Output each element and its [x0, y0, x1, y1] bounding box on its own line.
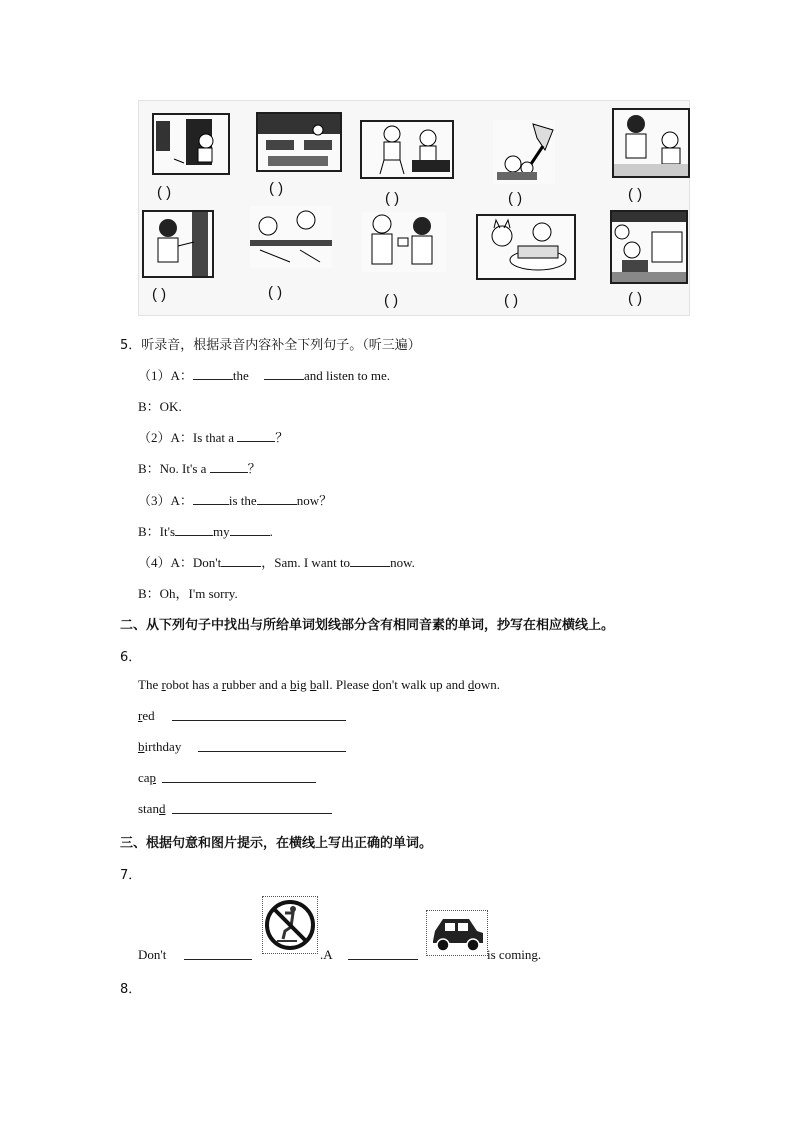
q5-l1-prefix: （1）A：: [138, 368, 193, 383]
two-kids-picture: [360, 120, 454, 179]
blank[interactable]: [193, 492, 229, 505]
q6-word-cap: [138, 770, 156, 786]
q6-sentence: [138, 677, 500, 693]
text: obot has a: [165, 677, 222, 692]
blank[interactable]: [350, 554, 390, 567]
text: ubber and a: [226, 677, 291, 692]
answer-paren-8[interactable]: ( ): [384, 292, 399, 309]
text: on't walk up and: [378, 677, 468, 692]
blank[interactable]: [210, 460, 248, 473]
question-6-number: 6．: [120, 650, 142, 665]
underlined-letter: d: [372, 677, 379, 692]
answer-line-stand[interactable]: [172, 801, 332, 814]
q5-l7-prefix: （4）A：Don't: [138, 555, 222, 570]
answer-paren-3[interactable]: ( ): [385, 190, 400, 207]
underlined-letter: b: [138, 739, 145, 754]
underlined-letter: r: [161, 677, 166, 692]
q7-is-coming: is coming.: [487, 947, 542, 962]
q5-l6-mid: my: [213, 524, 230, 539]
answer-line-cap[interactable]: [162, 770, 316, 783]
question-7-number: 7．: [120, 868, 142, 883]
section-2-title: 二、从下列句子中找出与所给单词划线部分含有相同音素的单词，抄写在相应横线上。: [120, 618, 615, 633]
boy-at-door-picture: [152, 113, 230, 175]
dont-sign-picture: [610, 210, 688, 284]
underlined-letter: b: [290, 677, 297, 692]
word-rest: ed: [142, 708, 155, 723]
text: all. Please: [316, 677, 373, 692]
q5-l1-mid: the: [232, 368, 249, 383]
cat-with-cake-picture: [476, 214, 576, 280]
blank[interactable]: [221, 554, 261, 567]
section-3-title: 三、根据句意和图片提示，在横线上写出正确的单词。: [120, 836, 433, 851]
tree-picture: [493, 120, 555, 184]
q5-l5-suffix: now？: [296, 493, 333, 508]
answer-paren-6[interactable]: ( ): [152, 286, 167, 303]
answer-paren-4[interactable]: ( ): [508, 190, 523, 207]
no-skating-sign-icon: [262, 896, 318, 954]
q6-word-birthday: [138, 739, 181, 755]
q5-l6-suffix: .: [269, 524, 273, 539]
kid-at-desk-picture: [250, 206, 332, 268]
blank[interactable]: [193, 367, 233, 380]
q5-l7-mid: ，Sam. I want to: [261, 555, 351, 570]
q5-l4-suffix: ？: [247, 461, 261, 476]
word-rest: irthday: [144, 739, 182, 754]
answer-paren-9[interactable]: ( ): [504, 292, 519, 309]
q6-word-red: [138, 708, 155, 724]
woman-and-boy-picture: [612, 108, 690, 178]
boy-and-girl-picture: [362, 212, 446, 272]
text: own.: [474, 677, 500, 692]
text: ig: [296, 677, 310, 692]
q5-line-4: [138, 458, 261, 477]
car-icon: [426, 910, 488, 956]
q5-line-7: [138, 552, 415, 571]
blank[interactable]: [175, 523, 213, 536]
question-5-title: 5．听录音，根据录音内容补全下列句子。（听三遍）: [120, 338, 421, 353]
q5-l5-prefix: （3）A：: [138, 493, 193, 508]
word-start: ca: [138, 770, 150, 785]
q5-l7-suffix: now.: [390, 555, 415, 570]
q5-line-3: [138, 427, 288, 446]
underlined-letter: p: [149, 770, 157, 785]
q5-line-5: [138, 490, 332, 509]
blank[interactable]: [230, 523, 270, 536]
word-start: stan: [138, 801, 159, 816]
answer-line-red[interactable]: [172, 708, 346, 721]
underlined-letter: b: [309, 677, 317, 692]
q7-a: .A: [320, 947, 333, 962]
answer-paren-5[interactable]: ( ): [628, 186, 643, 203]
underlined-letter: r: [138, 708, 143, 723]
blank[interactable]: [257, 492, 297, 505]
q5-line-6: [138, 521, 273, 540]
answer-paren-7[interactable]: ( ): [268, 284, 283, 301]
q6-word-stand: [138, 801, 165, 817]
blank[interactable]: [264, 367, 304, 380]
underlined-letter: d: [158, 801, 166, 816]
q5-l6-prefix: B：It's: [138, 524, 176, 539]
q5-l1-suffix: and listen to me.: [304, 368, 390, 383]
q5-line-8: B：Oh，I'm sorry.: [138, 586, 238, 601]
q5-l5-mid: is the: [228, 493, 257, 508]
answer-paren-1[interactable]: ( ): [157, 184, 172, 201]
q5-l3-suffix: ？: [275, 430, 289, 445]
question-8-number: 8．: [120, 982, 142, 997]
girl-at-door-picture: [142, 210, 214, 278]
blank[interactable]: [237, 429, 275, 442]
text: The: [138, 677, 162, 692]
classroom-picture: [256, 112, 342, 172]
answer-line-birthday[interactable]: [198, 739, 346, 752]
underlined-letter: r: [221, 677, 227, 692]
q5-line-2: B：OK.: [138, 399, 182, 414]
answer-paren-2[interactable]: ( ): [269, 180, 284, 197]
answer-line-q7-1[interactable]: [184, 947, 252, 960]
q5-l4-prefix: B：No. It's a: [138, 461, 207, 476]
q5-l3-prefix: （2）A：Is that a: [138, 430, 235, 445]
answer-line-q7-2[interactable]: [348, 947, 418, 960]
answer-paren-10[interactable]: ( ): [628, 290, 643, 307]
q7-dont: Don't: [138, 947, 167, 962]
underlined-letter: d: [467, 677, 475, 692]
q5-line-1: [138, 365, 390, 384]
